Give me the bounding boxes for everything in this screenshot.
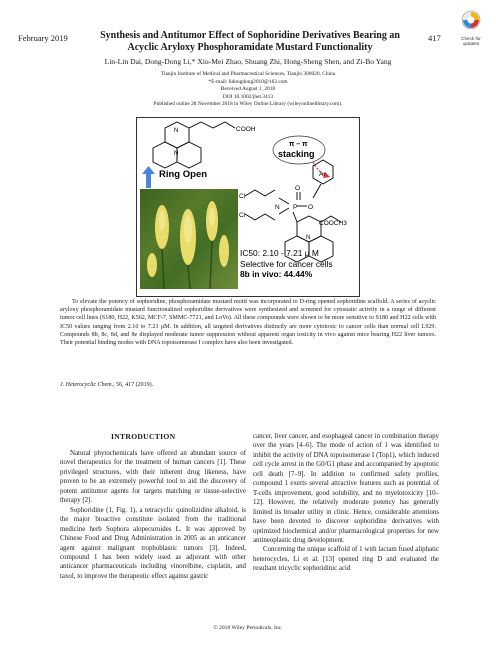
sophora-plant-photo (140, 189, 238, 289)
sophoridinic-acid-structure (153, 122, 235, 168)
n-mustard-label: N (275, 204, 280, 211)
left-column (60, 449, 246, 581)
published-line: Published online 28 November 2018 in Wiley Online Library (wileyonlinelibrary.com). (153, 101, 343, 108)
abstract-paragraph: To elevate the potency of sophoridine, phosphoramidate mustard motif was incorporated to D-ring opened sophoridine scaffold. A series of acyclic aryloxy phosphoramidate mustard functionalized sophoridine derivatives were synthesized and screened for cytostatic activity in a range of different tumor cell lines (S180, H22, K562, MCF-7, SMMC-7721, and LoVo). All these compounds were shown to be more sensitive to S180 and H22 cells with IC50 values ranging from 2.10 to 7.21 μM. In addition, all targeted derivatives distinctly are more cytotoxic to cancer cells than normal cell L929. Compounds 8b, 8c, 8d, and 8e displayed moderate tumor suppression without apparent organ toxicity in vivo against mice bearing H22 liver tumors. Their potential binding modes with DNA topoisomerase I complex have also been investigated. (60, 299, 436, 347)
right-paragraph-2: Concerning the unique scaffold of 1 with lactam fused aliphatic heterocycles, Li et al. [13] opened ring D and evaluated the resultant tricyclic sophoridinic acid (253, 546, 439, 573)
affiliation-block (90, 71, 406, 109)
check-for-updates-icon (461, 10, 481, 30)
in-vivo-line: 8b in vivo: 44.44% (240, 269, 313, 280)
badge-label: Check for updates (461, 36, 481, 46)
check-for-updates-badge[interactable] (455, 10, 487, 46)
abstract-text (60, 298, 436, 347)
journal-name: J. Heterocyclic Chem., (60, 382, 115, 388)
n-atom-label: N (174, 128, 179, 134)
o-ether-label: O (308, 204, 314, 211)
ar-label: Ar (319, 171, 326, 178)
arrow-up-icon (142, 166, 155, 188)
cl-label-top: Cl (239, 193, 246, 200)
pi-pi-label: π – π (289, 141, 308, 148)
cl-label-bottom: Cl (239, 212, 246, 219)
author-list: Lin-Lin Dai, Dong-Dong Li,* Xiu-Mei Zhao, Shuang Zhi, Hong-Sheng Shen, and Zi-Bo Yang (104, 57, 392, 66)
n-atom-label-2: N (174, 151, 179, 157)
ester-label: COOCH3 (319, 220, 347, 227)
graphical-abstract (136, 117, 360, 297)
introduction-heading: INTRODUCTION (111, 432, 176, 441)
citation-line (60, 382, 153, 388)
ring-open-label: Ring Open (159, 169, 208, 180)
right-column (253, 432, 439, 574)
selectivity-line: Selective for cancer cells (240, 258, 333, 269)
affiliation-line: Tianjin Institute of Medical and Pharmaceutical Sciences, Tianjin 300020, China (160, 71, 336, 77)
issue-date: February 2019 (18, 33, 68, 43)
ic50-line: IC50: 2.10 - 7.21 μ M (240, 248, 319, 258)
cooh-label: COOH (236, 126, 256, 133)
email-line[interactable]: *E-mail: lidongdong2010@163.com (208, 78, 288, 85)
left-paragraph-2: Sophoridine (1, Fig. 1), a tetracyclic quinolizidine alkaloid, is the major bioactive constitute isolated from the traditional medicine herb Sophora alopecuroides L. It was approved by Chinese Food and Drug Administration in 2005 as an anticancer agent against malignant trophoblastic tumors [3]. Indeed, compound 1 has been widely used as adjuvant with other anticancer pharmaceuticals including vinorelbine, cisplatin, and taxol, to improve the therapeutic effect against gastric (60, 506, 246, 580)
activity-summary (240, 248, 356, 292)
copyright-footer: © 2018 Wiley Periodicals, Inc. (213, 625, 283, 631)
page-number: 417 (428, 33, 441, 43)
doi-line[interactable]: DOI 10.1002/jhet.3413 (222, 93, 274, 100)
n-ring-label: N (306, 235, 311, 241)
received-line: Received August 1, 2018 (220, 86, 276, 93)
right-paragraph-1: cancer, liver cancer, and esophageal cancer in combination therapy over the years [4–6]. The mode of action of 1 was identified to inhibit the activity of DNA topoisomerase I (Top1), which induced cell cycle arrest in the G0/G1 phase and accompanied by apoptotic cell death [7–9]. In addition to confirmed safety profiles, compound 1 exerts several attractive features such as potential of T-cells improvement, good solubility, and no myelotoxicity [10–12]. However, the relatively moderate potency has generally limited its broader utility in clinic. Hence, considerable attentions have been devoted to discover sophoridine derivatives with optimized biochemical and/or pharmacological properties for new antineoplastic drug development. (253, 433, 439, 544)
flower-illustration (140, 189, 238, 289)
left-paragraph-1: Natural phytochemicals have offered an abundant source of novel therapeutics for the treatment of human cancers [1]. These privileged structures, with their inherent drug likeness, have proven to be an extremely powerful tool to aid the discovery of potent antitumor agents for targets matching or tissue-selective therapy [2]. (60, 450, 246, 505)
article-title: Synthesis and Antitumor Effect of Sophoridine Derivatives Bearing an Acyclic Aryloxy Phosphoramidate Mustard Functionality (100, 30, 400, 53)
citation-details: 56, 417 (2019). (114, 382, 154, 388)
stacking-label: stacking (278, 149, 315, 159)
p-atom-label: P (293, 204, 298, 211)
o-atom-label: O (295, 185, 301, 192)
